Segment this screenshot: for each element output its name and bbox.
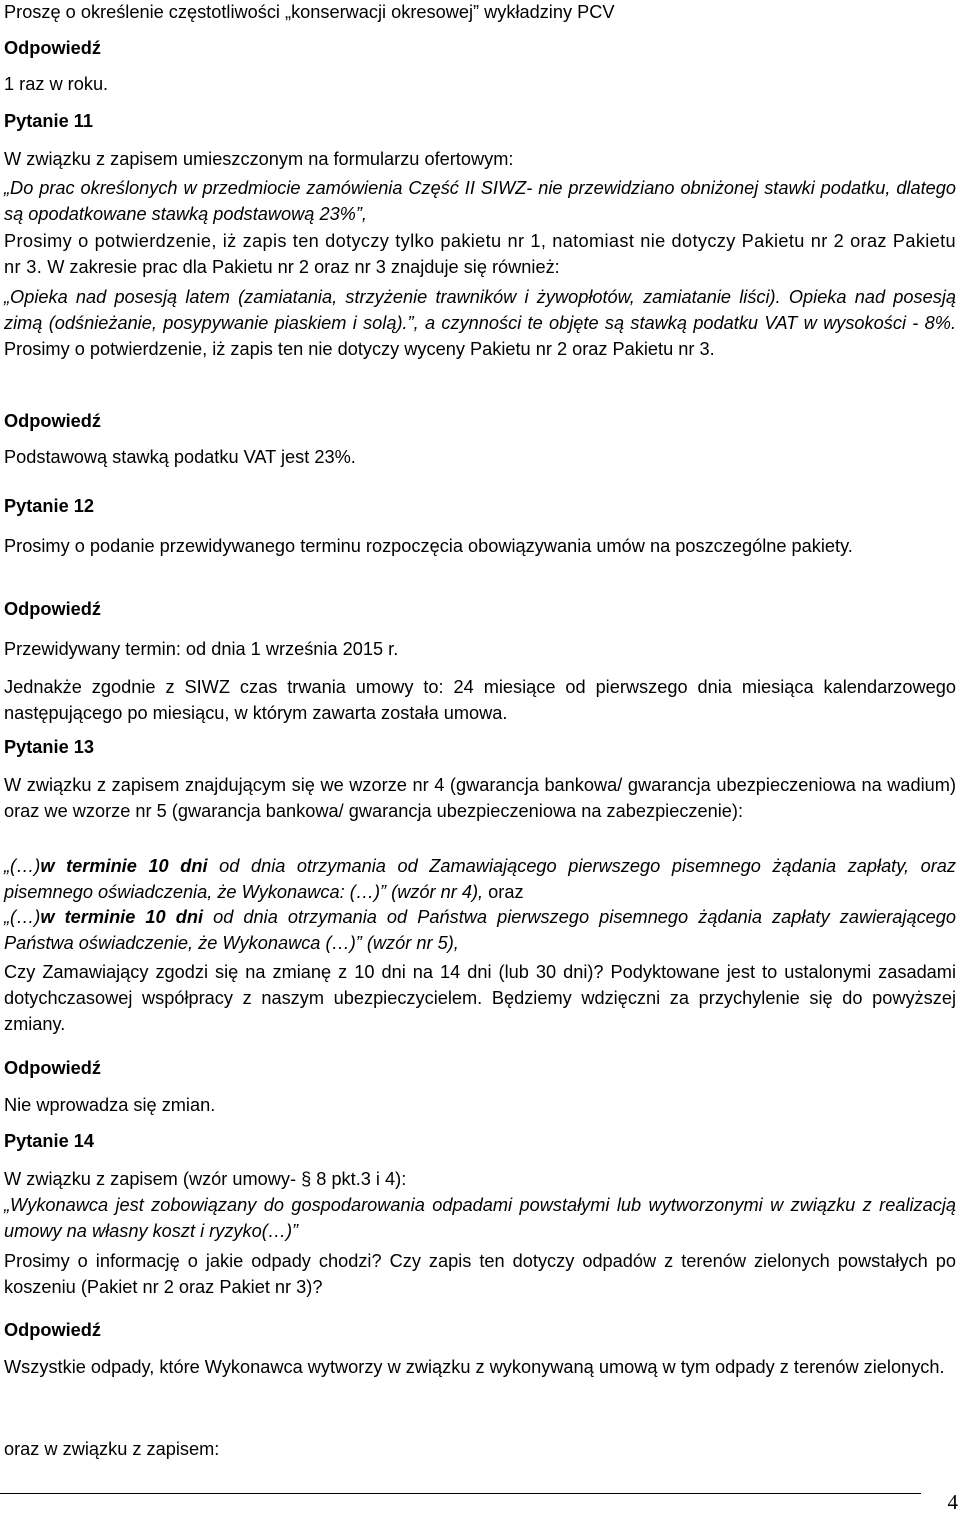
- question-11-paragraph-3: [4, 284, 956, 362]
- answer-12-line-1: Przewidywany termin: od dnia 1 września 2015 r.: [4, 639, 399, 659]
- answer-10: 1 raz w roku.: [4, 74, 109, 94]
- question-11-scope-quote: „Opieka nad posesją latem (zamiatania, strzyżenie trawników i żywopłotów, zamiatanie liści). Opieka nad posesją zimą (odśnieżanie, posypywanie piaskiem i solą).”, a czynności te objęte są stawką podatku VAT w wysokości - 8%.: [4, 287, 956, 333]
- question-13-text: Czy Zamawiający zgodzi się na zmianę z 10 dni na 14 dni (lub 30 dni)? Podyktowane jest to ustalonymi zasadami dotychczasowej współpracy z naszym ubezpieczycielem. Będziemy wdzięczni za przychylenie się do powyższej zmiany.: [4, 962, 956, 1034]
- question-14-quote: „Wykonawca jest zobowiązany do gospodarowania odpadami powstałymi lub wytworzonymi w związku z realizacją umowy na własny koszt i ryzyko(…)”: [4, 1195, 956, 1241]
- answer-heading-13: Odpowiedź: [4, 1058, 101, 1078]
- quote-2-deadline: w terminie 10 dni: [40, 907, 204, 927]
- quote-1-conjunction: oraz: [483, 882, 524, 902]
- quote-1-body: od dnia otrzymania od Zamawiającego pierwszego pisemnego żądania zapłaty, oraz pisemnego oświadczenia, że Wykonawca: (…)” (wzór nr 4),: [4, 856, 957, 902]
- question-12-text: Prosimy o podanie przewidywanego terminu rozpoczęcia obowiązywania umów na poszczególne pakiety.: [4, 536, 853, 556]
- answer-14: Wszystkie odpady, które Wykonawca wytworzy w związku z wykonywaną umową w tym odpady z terenów zielonych.: [4, 1357, 945, 1377]
- answer-heading-14: Odpowiedź: [4, 1320, 101, 1340]
- question-11-paragraph-2: [4, 228, 956, 280]
- question-12-title: Pytanie 12: [4, 496, 94, 516]
- quote-2-body: od dnia otrzymania od Państwa pierwszego pisemnego żądania zapłaty zawierającego Państwa oświadczenie, że Wykonawca (…)” (wzór nr 5),: [4, 907, 957, 953]
- question-11-title: Pytanie 11: [4, 111, 93, 131]
- question-11-request-2: Prosimy o potwierdzenie, iż zapis ten nie dotyczy wyceny Pakietu nr 2 oraz Pakietu nr 3.: [4, 339, 715, 359]
- answer-11: Podstawową stawką podatku VAT jest 23%.: [4, 447, 356, 467]
- question-10-text: Proszę o określenie częstotliwości „konserwacji okresowej” wykładziny PCV: [4, 2, 615, 22]
- question-11-scope: W zakresie prac dla Pakietu nr 2 oraz nr 3 znajduje się również:: [42, 257, 560, 277]
- question-13-quote-2: [4, 904, 956, 956]
- answer-13: Nie wprowadza się zmian.: [4, 1095, 216, 1115]
- question-13-title: Pytanie 13: [4, 737, 94, 757]
- page-number: 4: [947, 1490, 958, 1514]
- question-11-request: Prosimy o potwierdzenie, iż zapis ten dotyczy tylko pakietu nr 1, natomiast nie dotyczy Pakietu nr 2 oraz Pakietu nr 3.: [4, 231, 956, 277]
- quote-1-ellipsis: „(…): [4, 856, 41, 876]
- answer-12-line-2: Jednakże zgodnie z SIWZ czas trwania umowy to: 24 miesiące od pierwszego dnia miesiąca kalendarzowego następującego po miesiącu, w którym zawarta została umowa.: [4, 677, 956, 723]
- question-14-intro: W związku z zapisem (wzór umowy- § 8 pkt.3 i 4):: [4, 1169, 407, 1189]
- question-14-text: Prosimy o informację o jakie odpady chodzi? Czy zapis ten dotyczy odpadów z terenów zielonych powstałych po koszeniu (Pakiet nr 2 oraz Pakiet nr 3)?: [4, 1251, 956, 1297]
- question-14-title: Pytanie 14: [4, 1131, 94, 1151]
- footer-divider: [0, 1493, 921, 1494]
- answer-heading-10: Odpowiedź: [4, 38, 101, 58]
- quote-2-ellipsis: „(…): [4, 907, 41, 927]
- question-13-quote-1: [4, 853, 956, 905]
- continuation-text: oraz w związku z zapisem:: [4, 1439, 220, 1459]
- question-11-quote: „Do prac określonych w przedmiocie zamówienia Część II SIWZ- nie przewidziano obniżonej stawki podatku, dlatego są opodatkowane stawką podstawową 23%”,: [4, 178, 956, 224]
- quote-1-deadline: w terminie 10 dni: [40, 856, 208, 876]
- answer-heading-11: Odpowiedź: [4, 411, 101, 431]
- question-13-intro: W związku z zapisem znajdującym się we wzorze nr 4 (gwarancja bankowa/ gwarancja ubezpieczeniowa na wadium) oraz we wzorze nr 5 (gwarancja bankowa/ gwarancja ubezpieczeniowa na zabezpieczenie):: [4, 775, 956, 821]
- answer-heading-12: Odpowiedź: [4, 599, 101, 619]
- question-11-intro: W związku z zapisem umieszczonym na formularzu ofertowym:: [4, 149, 514, 169]
